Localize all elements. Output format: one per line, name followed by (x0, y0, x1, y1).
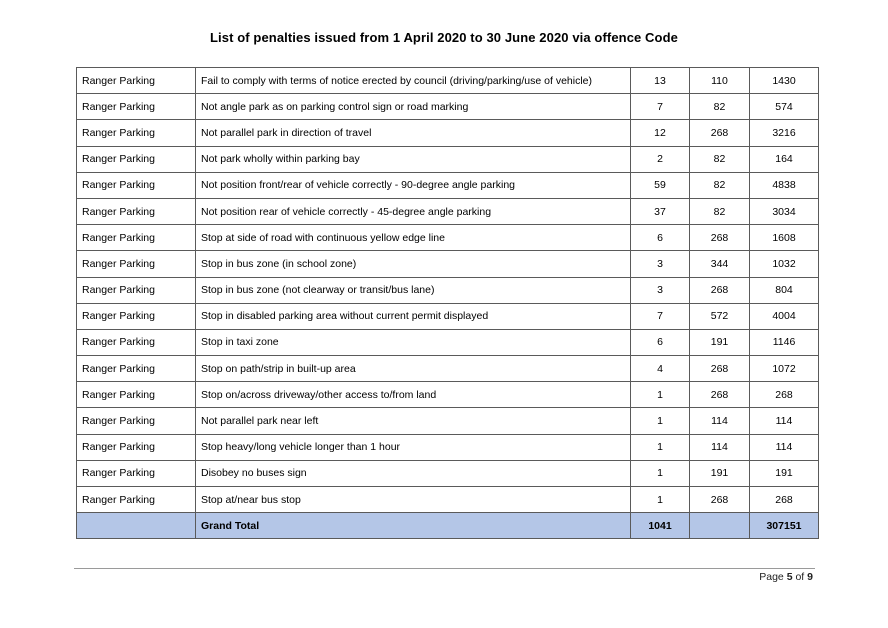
count-cell: 1 (631, 460, 690, 486)
count-cell: 1 (631, 487, 690, 513)
category-cell: Ranger Parking (77, 329, 196, 355)
table-row (77, 120, 819, 146)
penalty-cell: 110 (690, 68, 750, 94)
category-cell: Ranger Parking (77, 251, 196, 277)
page-title: List of penalties issued from 1 April 2020 to 30 June 2020 via offence Code (210, 30, 678, 45)
total-cell: 114 (750, 434, 819, 460)
table-row (77, 356, 819, 382)
table-body (77, 68, 819, 539)
page-total: 9 (807, 571, 813, 583)
penalty-cell: 268 (690, 382, 750, 408)
category-cell: Ranger Parking (77, 94, 196, 120)
total-cell: 1032 (750, 251, 819, 277)
offence-cell: Not angle park as on parking control sign or road marking (196, 94, 631, 120)
total-cell: 574 (750, 94, 819, 120)
count-cell: 7 (631, 303, 690, 329)
table-row (77, 198, 819, 224)
total-cell: 3034 (750, 198, 819, 224)
count-cell: 12 (631, 120, 690, 146)
total-cell: 164 (750, 146, 819, 172)
penalty-cell: 268 (690, 120, 750, 146)
table-row (77, 408, 819, 434)
grand-total-count: 1041 (631, 513, 690, 539)
count-cell: 1 (631, 408, 690, 434)
count-cell: 1 (631, 434, 690, 460)
table-row (77, 329, 819, 355)
total-cell: 1430 (750, 68, 819, 94)
offence-cell: Not parallel park in direction of travel (196, 120, 631, 146)
offence-cell: Stop in bus zone (in school zone) (196, 251, 631, 277)
count-cell: 7 (631, 94, 690, 120)
total-cell: 804 (750, 277, 819, 303)
category-cell: Ranger Parking (77, 460, 196, 486)
table-row (77, 172, 819, 198)
total-cell: 4838 (750, 172, 819, 198)
offence-cell: Not parallel park near left (196, 408, 631, 434)
penalty-cell: 82 (690, 172, 750, 198)
count-cell: 4 (631, 356, 690, 382)
table-row (77, 382, 819, 408)
total-cell: 1146 (750, 329, 819, 355)
penalty-cell: 114 (690, 408, 750, 434)
offence-cell: Fail to comply with terms of notice erected by council (driving/parking/use of vehicle) (196, 68, 631, 94)
total-cell: 1608 (750, 225, 819, 251)
category-cell: Ranger Parking (77, 120, 196, 146)
offence-cell: Stop on path/strip in built-up area (196, 356, 631, 382)
penalty-cell: 572 (690, 303, 750, 329)
offence-cell: Stop on/across driveway/other access to/from land (196, 382, 631, 408)
table-row (77, 303, 819, 329)
table-row (77, 277, 819, 303)
table-row (77, 68, 819, 94)
offence-cell: Disobey no buses sign (196, 460, 631, 486)
table-row (77, 146, 819, 172)
penalty-cell: 191 (690, 329, 750, 355)
category-cell: Ranger Parking (77, 277, 196, 303)
total-cell: 114 (750, 408, 819, 434)
total-cell: 1072 (750, 356, 819, 382)
offence-cell: Not position front/rear of vehicle correctly - 90-degree angle parking (196, 172, 631, 198)
count-cell: 59 (631, 172, 690, 198)
penalty-cell: 114 (690, 434, 750, 460)
total-cell: 3216 (750, 120, 819, 146)
table-row (77, 434, 819, 460)
penalty-cell: 268 (690, 277, 750, 303)
grand-total-penalty (690, 513, 750, 539)
table-row (77, 251, 819, 277)
penalty-cell: 268 (690, 356, 750, 382)
offence-cell: Not position rear of vehicle correctly - 45-degree angle parking (196, 198, 631, 224)
offence-cell: Stop in disabled parking area without current permit displayed (196, 303, 631, 329)
page-prefix: Page (759, 571, 784, 583)
category-cell: Ranger Parking (77, 382, 196, 408)
category-cell: Ranger Parking (77, 198, 196, 224)
footer-divider (74, 568, 815, 569)
penalty-cell: 268 (690, 225, 750, 251)
category-cell: Ranger Parking (77, 303, 196, 329)
category-cell: Ranger Parking (77, 146, 196, 172)
total-cell: 268 (750, 487, 819, 513)
total-cell: 191 (750, 460, 819, 486)
category-cell: Ranger Parking (77, 68, 196, 94)
category-cell: Ranger Parking (77, 172, 196, 198)
table-row (77, 460, 819, 486)
count-cell: 3 (631, 251, 690, 277)
grand-total-empty-cell (77, 513, 196, 539)
category-cell: Ranger Parking (77, 356, 196, 382)
page-of: of (795, 571, 805, 583)
penalty-cell: 268 (690, 487, 750, 513)
category-cell: Ranger Parking (77, 434, 196, 460)
penalties-table (76, 67, 819, 539)
grand-total-row (77, 513, 819, 539)
penalty-cell: 344 (690, 251, 750, 277)
count-cell: 6 (631, 225, 690, 251)
offence-cell: Stop heavy/long vehicle longer than 1 hour (196, 434, 631, 460)
category-cell: Ranger Parking (77, 225, 196, 251)
table-row (77, 94, 819, 120)
grand-total-label: Grand Total (196, 513, 631, 539)
count-cell: 13 (631, 68, 690, 94)
offence-cell: Stop at/near bus stop (196, 487, 631, 513)
category-cell: Ranger Parking (77, 487, 196, 513)
penalty-cell: 191 (690, 460, 750, 486)
count-cell: 6 (631, 329, 690, 355)
penalty-cell: 82 (690, 94, 750, 120)
page-number (759, 571, 813, 583)
page-current: 5 (786, 571, 793, 583)
count-cell: 37 (631, 198, 690, 224)
offence-cell: Not park wholly within parking bay (196, 146, 631, 172)
total-cell: 4004 (750, 303, 819, 329)
penalty-cell: 82 (690, 198, 750, 224)
count-cell: 3 (631, 277, 690, 303)
category-cell: Ranger Parking (77, 408, 196, 434)
total-cell: 268 (750, 382, 819, 408)
offence-cell: Stop in bus zone (not clearway or transit/bus lane) (196, 277, 631, 303)
offence-cell: Stop in taxi zone (196, 329, 631, 355)
table-row (77, 225, 819, 251)
count-cell: 2 (631, 146, 690, 172)
penalty-cell: 82 (690, 146, 750, 172)
count-cell: 1 (631, 382, 690, 408)
table-row (77, 487, 819, 513)
grand-total-amount: 307151 (750, 513, 819, 539)
offence-cell: Stop at side of road with continuous yellow edge line (196, 225, 631, 251)
